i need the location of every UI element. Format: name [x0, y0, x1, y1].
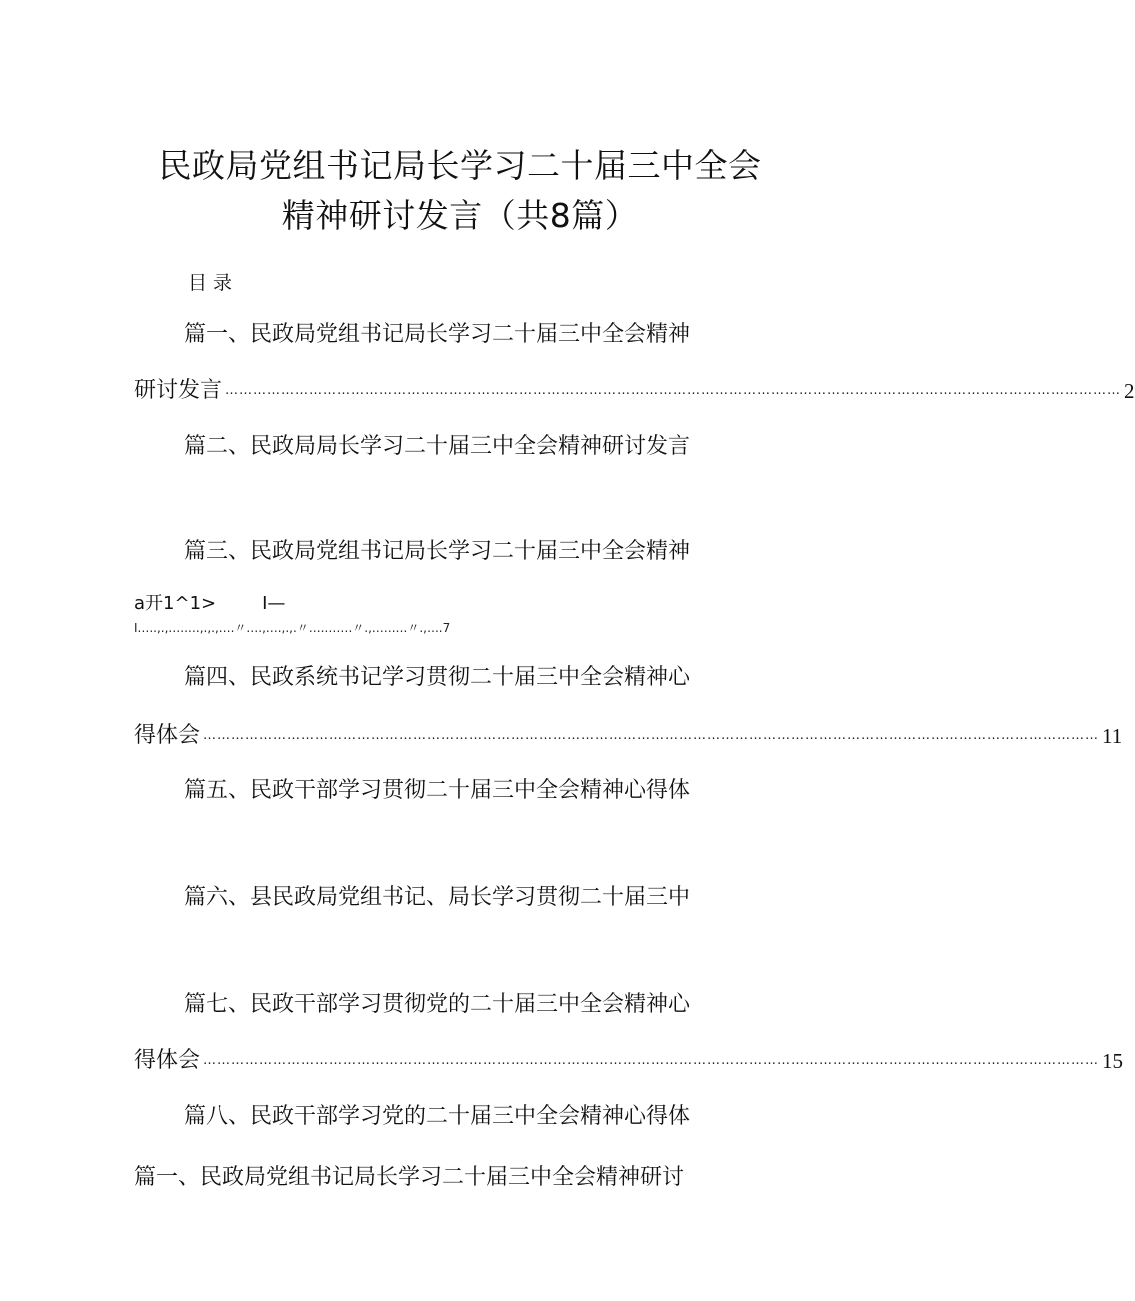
toc-entry-1-title-cont: 研讨发言 — [134, 378, 223, 403]
toc-entry-4-page: 11 — [1102, 724, 1123, 748]
toc-entry-1-leader-line — [134, 376, 1135, 406]
toc-entry-1-title: 篇一、民政局党组书记局长学习二十届三中全会精神 — [184, 322, 691, 347]
toc-entry-8-title: 篇八、民政干部学习党的二十届三中全会精神心得体 — [184, 1104, 691, 1129]
document-title-line-1: 民政局党组书记局长学习二十届三中全会 — [158, 146, 762, 185]
toc-entry-3-fragment-b: I— — [262, 593, 286, 614]
toc-entry-1-page: 2 — [1124, 379, 1135, 403]
toc-entry-3-ocr-fragment — [134, 592, 285, 616]
toc-entry-6-title: 篇六、县民政局党组书记、局长学习贯彻二十届三中 — [184, 885, 691, 910]
dot-leader: ………………………………………………………………………………………………………………………………………………………………………… — [225, 383, 1122, 398]
toc-entry-3-title: 篇三、民政局党组书记局长学习二十届三中全会精神 — [184, 539, 691, 564]
toc-entry-3-fragment-c: I.‥..,.,.‥..‥.,.,.,.‥.〃.‥.,.‥.,.,.〃‥..‥‥‥.〃.,.‥‥.‥.〃.,‥..7 — [134, 621, 451, 635]
toc-entry-7-leader-line — [134, 1046, 1124, 1076]
toc-entry-7-title: 篇七、民政干部学习贯彻党的二十届三中全会精神心 — [184, 992, 691, 1017]
toc-entry-7-page: 15 — [1102, 1049, 1124, 1073]
toc-entry-3-fragment-a: a开1^1> — [134, 593, 217, 614]
toc-heading: 目录 — [188, 272, 239, 294]
toc-entry-2-title: 篇二、民政局局长学习二十届三中全会精神研讨发言 — [184, 434, 691, 459]
toc-entry-4-title-cont: 得体会 — [134, 723, 201, 748]
dot-leader: ………………………………………………………………………………………………………………………………………………………………………… — [203, 728, 1100, 743]
dot-leader: ………………………………………………………………………………………………………………………………………………………………………… — [203, 1053, 1100, 1068]
document-title-line-2: 精神研讨发言（共8篇） — [281, 196, 639, 235]
section-heading: 篇一、民政局党组书记局长学习二十届三中全会精神研讨 — [134, 1165, 685, 1190]
toc-entry-5-title: 篇五、民政干部学习贯彻二十届三中全会精神心得体 — [184, 778, 691, 803]
toc-entry-4-leader-line — [134, 721, 1123, 751]
toc-entry-4-title: 篇四、民政系统书记学习贯彻二十届三中全会精神心 — [184, 665, 691, 690]
toc-entry-7-title-cont: 得体会 — [134, 1048, 201, 1073]
